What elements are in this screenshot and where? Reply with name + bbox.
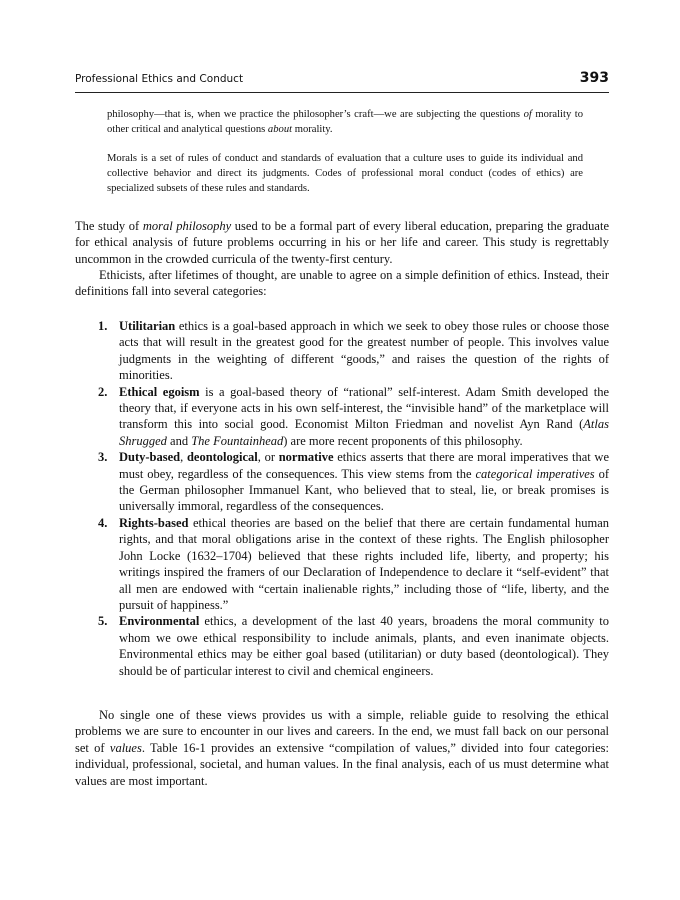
body-paragraph-3: No single one of these views provides us with a simple, reliable guide to resolving the ethical problems we are sure to encounter in our lives and careers. In the end, we must fall back on our personal set of values. Table 16-1 provides an extensive “compilation of values,” divided into four categories: individual, professional, societal, and human values. In the final analysis, each of us must determine what values are most important. bbox=[75, 708, 609, 788]
body-paragraph-2: Ethicists, after lifetimes of thought, are unable to agree on a simple definition of ethics. Instead, their definitions fall into several categories: bbox=[75, 268, 609, 299]
list-item: 5. Environmental ethics, a development of the last 40 years, broadens the moral community to whom we owe ethical responsibility to include animals, plants, and even inanimate objects. Environmental ethics may be either goal based (utilitarian) or duty based (deontological). They should be of particular interest to civil and chemical engineers. bbox=[98, 614, 609, 678]
chapter-title: Professional Ethics and Conduct bbox=[75, 73, 244, 85]
list-item: 2. Ethical egoism is a goal-based theory of “rational” self-interest. Adam Smith developed the theory that, if everyone acts in his own self-interest, the “invisible hand” of the marketplace will transform this into social good. Economist Milton Friedman and novelist Ayn Rand (Atlas Shrugged and The Fountainhead) are more recent proponents of this philosophy. bbox=[98, 384, 609, 448]
page-number: 393 bbox=[579, 70, 609, 86]
list-item: 3. Duty-based, deontological, or normative ethics asserts that there are moral imperatives that we must obey, regardless of the consequences. This view stems from the categorical imperatives of the German philosopher Immanuel Kant, who believed that to steal, lie, or break promises is universally immoral, regardless of the consequences. bbox=[98, 450, 609, 514]
body-paragraph-1: The study of moral philosophy used to be a formal part of every liberal education, preparing the graduate for ethical analysis of future problems occurring in his or her life and career. This study is regrettably uncommon in the crowded curricula of the twenty-first century. bbox=[75, 219, 610, 266]
list-item: 4. Rights-based ethical theories are based on the belief that there are certain fundamental human rights, and that moral obligations arise in the context of these rights. The English philosopher John Locke (1632–1704) believed that these rights included life, liberty, and property; his writings inspired the framers of our Declaration of Independence to declare it “self-evident” that all men are endowed with “certain inalienable rights,” including those of “life, liberty, and the pursuit of happiness.” bbox=[98, 515, 609, 612]
list-item: 1. Utilitarian ethics is a goal-based approach in which we seek to obey those rules or choose those acts that will result in the greatest good for the greatest number of people. This involves value judgments in the weighting of different “goods,” and raises the question of the rights of minorities. bbox=[98, 319, 609, 383]
ethics-categories-list bbox=[98, 318, 609, 679]
running-header bbox=[75, 70, 609, 93]
block-quote-paragraph-1: philosophy—that is, when we practice the philosopher’s craft—we are subjecting the questions of morality to other critical and analytical questions about morality. bbox=[107, 109, 584, 135]
block-quote-paragraph-2: Morals is a set of rules of conduct and standards of evaluation that a culture uses to guide its individual and collective behavior and direct its judgments. Codes of professional moral conduct (codes of ethics) are specialized subsets of these rules and standards. bbox=[107, 153, 583, 194]
